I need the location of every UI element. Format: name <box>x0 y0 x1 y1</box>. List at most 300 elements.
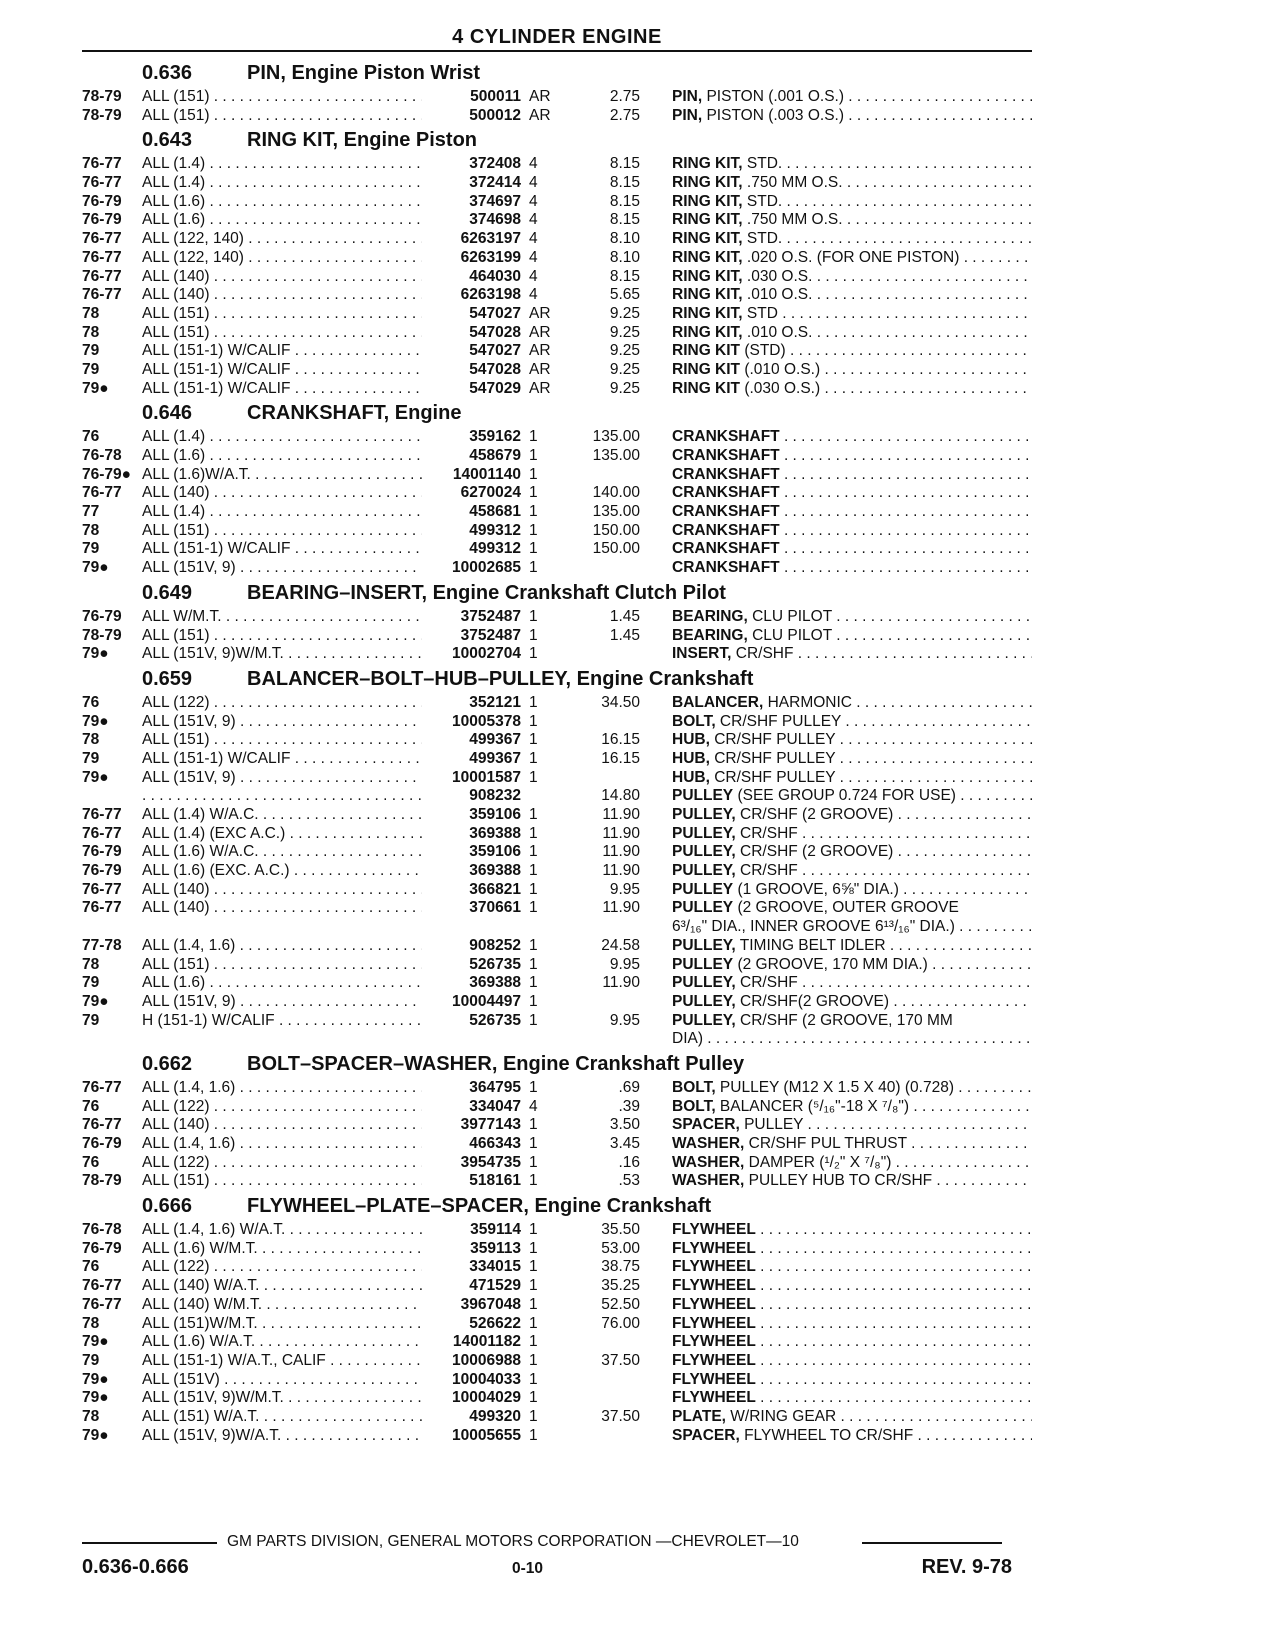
section-group-number: 0.649 <box>142 581 193 604</box>
list-price: 16.15 <box>601 749 640 767</box>
part-description-detail: CR/SHF (2 GROOVE, 170 MM <box>735 1011 953 1029</box>
quantity: 1 <box>529 1172 538 1190</box>
part-row <box>82 380 1032 399</box>
application: ALL (140) . . . <box>142 881 497 900</box>
model-years: 79● <box>82 712 109 730</box>
part-description-name: RING KIT, <box>672 155 743 173</box>
part-number: 334047 <box>422 1098 521 1117</box>
quantity: 1 <box>529 1078 538 1096</box>
part-row <box>82 88 1032 107</box>
part-description-name: CRANKSHAFT <box>672 559 780 577</box>
section-title-part: CRANKSHAFT, <box>247 402 390 425</box>
model-years: 79● <box>82 992 109 1010</box>
model-years: 78 <box>82 304 100 322</box>
part-description-detail: CR/SHF PULLEY <box>709 768 836 786</box>
header-rule <box>82 50 1032 52</box>
part-number: 6263199 <box>422 249 521 268</box>
model-years: 76-77 <box>82 1116 122 1134</box>
model-years: 76-77 <box>82 155 122 173</box>
part-description-name: PULLEY, <box>672 974 736 992</box>
list-price: 2.75 <box>609 106 640 124</box>
application: ALL (151V, 9) . . . <box>142 993 497 1012</box>
part-description-name: PULLEY, <box>672 862 736 880</box>
page-header-title: 4 CYLINDER ENGINE <box>452 26 662 48</box>
model-years: 76-79● <box>82 465 132 483</box>
part-description-name: RING KIT, <box>672 304 743 322</box>
model-years: 76-78 <box>82 1221 122 1239</box>
part-description <box>672 645 1032 664</box>
model-years: 78 <box>82 323 100 341</box>
application: ALL (1.4) . . . <box>142 428 497 447</box>
part-description-detail: .010 O.S. <box>742 286 813 304</box>
part-description <box>672 974 1032 993</box>
part-description-detail: CR/SHF (2 GROOVE) <box>735 843 894 861</box>
application: ALL (1.4, 1.6) W/A.T. . . . <box>142 1221 497 1240</box>
part-row <box>82 1012 1032 1049</box>
part-row <box>82 627 1032 646</box>
part-description-name: FLYWHEEL <box>672 1221 756 1239</box>
application: ALL (151V, 9) . . . <box>142 713 497 732</box>
list-price: 8.15 <box>609 155 640 173</box>
section-title <box>247 1191 711 1221</box>
application: ALL (1.6) . . . <box>142 447 497 466</box>
quantity: 1 <box>529 974 538 992</box>
list-price: 150.00 <box>592 521 640 539</box>
part-number: 372414 <box>422 174 521 193</box>
model-years: 79 <box>82 540 100 558</box>
part-number: 366821 <box>422 881 521 900</box>
model-years: 76 <box>82 1097 100 1115</box>
part-number: 547028 <box>422 324 521 343</box>
quantity: 1 <box>529 806 538 823</box>
application: ALL (1.6) W/A.C. . . . <box>142 843 497 862</box>
application: ALL (1.4, 1.6) . . . <box>142 1079 497 1098</box>
quantity: 1 <box>529 1333 538 1351</box>
model-years: 76-77 <box>82 806 122 823</box>
part-description-name: FLYWHEEL <box>672 1333 756 1351</box>
part-description-name: FLYWHEEL <box>672 1370 756 1388</box>
quantity: 1 <box>529 1116 538 1134</box>
model-years: 79● <box>82 1389 109 1407</box>
part-description <box>672 268 1032 287</box>
model-years: 76-79 <box>82 607 122 625</box>
part-description-name: FLYWHEEL <box>672 1239 756 1257</box>
parts-catalog-page <box>82 24 1032 1445</box>
part-row <box>82 324 1032 343</box>
part-row <box>82 1277 1032 1296</box>
section-heading <box>82 125 1032 155</box>
part-row <box>82 713 1032 732</box>
list-price: 8.15 <box>609 267 640 285</box>
part-row <box>82 193 1032 212</box>
list-price: 14.80 <box>601 787 640 805</box>
model-years: 79 <box>82 974 100 992</box>
part-row <box>82 1172 1032 1191</box>
quantity: 1 <box>529 1407 538 1425</box>
part-description-detail: HARMONIC <box>763 693 852 711</box>
list-price: 9.95 <box>609 1011 640 1029</box>
part-description <box>672 1172 1032 1191</box>
part-description-name: FLYWHEEL <box>672 1277 756 1295</box>
application: ALL (122, 140) . . . <box>142 230 497 249</box>
application: ALL (1.6) W/A.T. . . . <box>142 1333 497 1352</box>
part-number: 6263197 <box>422 230 521 249</box>
part-description-name: RING KIT <box>672 360 741 378</box>
model-years: 76-77 <box>82 267 122 285</box>
part-number: 458681 <box>422 503 521 522</box>
quantity: 1 <box>529 862 538 880</box>
part-description-name: BOLT, <box>672 1078 716 1096</box>
section-title-part: BALANCER–BOLT–HUB–PULLEY, <box>247 667 572 690</box>
model-years: 79● <box>82 559 109 577</box>
list-price: 9.95 <box>609 955 640 973</box>
list-price: 8.10 <box>609 248 640 266</box>
part-number: 352121 <box>422 694 521 713</box>
part-number: 499320 <box>422 1408 521 1427</box>
model-years: 78-79 <box>82 1172 122 1190</box>
part-description-name: PULLEY, <box>672 806 736 823</box>
part-number: 464030 <box>422 268 521 287</box>
model-years: 78 <box>82 1407 100 1425</box>
part-description <box>672 769 1032 788</box>
list-price: 53.00 <box>601 1239 640 1257</box>
part-description-name: PULLEY, <box>672 824 736 842</box>
part-description <box>672 1258 1032 1277</box>
part-number: 359162 <box>422 428 521 447</box>
part-row <box>82 522 1032 541</box>
application: ALL (1.6) . . . <box>142 974 497 993</box>
part-description <box>672 1277 1032 1296</box>
model-years: 76 <box>82 1153 100 1171</box>
part-row <box>82 559 1032 578</box>
part-description-name: FLYWHEEL <box>672 1351 756 1369</box>
application: ALL (1.4) . . . <box>142 503 497 522</box>
quantity: 1 <box>529 955 538 973</box>
part-description-detail: (SEE GROUP 0.724 FOR USE) <box>733 787 956 805</box>
part-number: 10002704 <box>422 645 521 664</box>
part-row <box>82 361 1032 380</box>
part-number: 499312 <box>422 522 521 541</box>
part-description-name: PULLEY, <box>672 1011 736 1029</box>
section-group-number: 0.662 <box>142 1052 193 1075</box>
list-price: 9.95 <box>609 880 640 898</box>
part-row <box>82 881 1032 900</box>
list-price: 1.45 <box>609 626 640 644</box>
quantity: 1 <box>529 607 538 625</box>
application: ALL (122) . . . <box>142 1098 497 1117</box>
part-number: 10004497 <box>422 993 521 1012</box>
part-description <box>672 1389 1032 1408</box>
model-years: 78-79 <box>82 626 122 644</box>
part-row <box>82 750 1032 769</box>
part-description-detail: CR/SHF <box>735 862 798 880</box>
list-price: 8.15 <box>609 211 640 229</box>
part-row <box>82 862 1032 881</box>
model-years: 79 <box>82 749 100 767</box>
part-description-name: PIN, <box>672 106 703 124</box>
part-description <box>672 174 1032 193</box>
part-description <box>672 750 1032 769</box>
part-row <box>82 825 1032 844</box>
part-row <box>82 1352 1032 1371</box>
model-years: 78 <box>82 1314 100 1332</box>
footer-publisher: GM PARTS DIVISION, GENERAL MOTORS CORPORATION —CHEVROLET—10 <box>227 1533 799 1550</box>
model-years: 76-77 <box>82 1295 122 1313</box>
application: ALL (1.6) W/M.T. . . . <box>142 1240 497 1259</box>
list-price: 76.00 <box>601 1314 640 1332</box>
part-description <box>672 503 1032 522</box>
part-number: 3752487 <box>422 627 521 646</box>
application: ALL (1.4) W/A.C. . . . <box>142 806 497 825</box>
part-description-name: RING KIT <box>672 342 741 360</box>
part-description-detail: CR/SHF <box>731 645 794 663</box>
part-row <box>82 694 1032 713</box>
part-description-detail: (.030 O.S.) <box>740 379 821 397</box>
part-description <box>672 825 1032 844</box>
application: ALL (1.6) . . . <box>142 211 497 230</box>
part-description-name: CRANKSHAFT <box>672 465 780 483</box>
section-title-desc: Engine Crankshaft Clutch Pilot <box>427 581 726 604</box>
model-years: 76 <box>82 693 100 711</box>
model-years: 76-78 <box>82 447 122 464</box>
part-number: 372408 <box>422 155 521 174</box>
part-description-detail: (2 GROOVE, OUTER GROOVE <box>733 899 959 917</box>
part-row <box>82 155 1032 174</box>
part-number: 908252 <box>422 937 521 956</box>
quantity: 1 <box>529 712 538 730</box>
quantity: 1 <box>529 843 538 861</box>
part-description-name: CRANKSHAFT <box>672 540 780 558</box>
quantity: AR <box>529 323 551 341</box>
section-heading <box>82 664 1032 694</box>
part-row <box>82 1116 1032 1135</box>
part-description <box>672 447 1032 466</box>
quantity: 1 <box>529 447 538 464</box>
application: ALL (151-1) W/CALIF . . . <box>142 361 497 380</box>
quantity: 1 <box>529 880 538 898</box>
part-number: 526735 <box>422 1012 521 1031</box>
part-description-detail: PISTON (.001 O.S.) <box>702 88 844 105</box>
part-row <box>82 268 1032 287</box>
section-title <box>247 578 726 608</box>
part-description <box>672 862 1032 881</box>
footer-rule-left <box>82 1542 217 1544</box>
part-number: 10006988 <box>422 1352 521 1371</box>
section-title <box>247 125 477 155</box>
application: ALL (1.6) (EXC. A.C.) . . . <box>142 862 497 881</box>
part-description <box>672 1221 1032 1240</box>
model-years: 78 <box>82 521 100 539</box>
part-description-detail: PULLEY (M12 X 1.5 X 40) (0.728) <box>715 1078 954 1096</box>
part-row <box>82 974 1032 993</box>
part-number: 500012 <box>422 107 521 126</box>
application: ALL (140) . . . <box>142 1116 497 1135</box>
part-row <box>82 1371 1032 1390</box>
part-number: 499367 <box>422 750 521 769</box>
application: ALL (122) . . . <box>142 694 497 713</box>
quantity: 1 <box>529 693 538 711</box>
part-description <box>672 249 1032 268</box>
list-price: 135.00 <box>592 503 640 521</box>
part-number: 466343 <box>422 1135 521 1154</box>
application: ALL (151) . . . <box>142 305 497 324</box>
application: ALL (151) . . . <box>142 1172 497 1191</box>
model-years: 76-77 <box>82 899 122 917</box>
quantity: 4 <box>529 211 538 229</box>
part-description-detail: CLU PILOT <box>747 626 832 644</box>
part-description-detail: CLU PILOT <box>747 607 832 625</box>
model-years: 76-79 <box>82 192 122 210</box>
quantity: 4 <box>529 1097 538 1115</box>
list-price: 8.15 <box>609 192 640 210</box>
part-description <box>672 1408 1032 1427</box>
part-description <box>672 1098 1032 1117</box>
quantity: AR <box>529 106 551 124</box>
application: ALL (151)W/M.T. . . . <box>142 1315 497 1334</box>
part-description-detail: FLYWHEEL TO CR/SHF <box>739 1426 914 1444</box>
part-number: 3954735 <box>422 1154 521 1173</box>
part-description <box>672 305 1032 324</box>
model-years: 78-79 <box>82 88 122 105</box>
part-description <box>672 1079 1032 1098</box>
section-title <box>247 664 753 694</box>
part-description <box>672 380 1032 399</box>
quantity: 1 <box>529 503 538 521</box>
part-description-name: CRANKSHAFT <box>672 447 780 464</box>
part-description <box>672 466 1032 485</box>
part-number: 547028 <box>422 361 521 380</box>
part-description-detail: PISTON (.003 O.S.) <box>702 106 844 124</box>
part-description-detail: (STD) <box>740 342 786 360</box>
part-row <box>82 806 1032 825</box>
application: ALL (151V, 9)W/A.T. . . . <box>142 1427 497 1446</box>
list-price: 5.65 <box>609 286 640 304</box>
model-years: 78 <box>82 955 100 973</box>
section-heading <box>82 1191 1032 1221</box>
application: ALL (1.4, 1.6) . . . <box>142 1135 497 1154</box>
part-description-name: PLATE, <box>672 1407 726 1425</box>
part-description-detail: (.010 O.S.) <box>740 360 821 378</box>
footer-rule-right <box>862 1542 1002 1544</box>
part-description <box>672 937 1032 956</box>
part-description-detail: STD <box>742 304 778 322</box>
part-description-name: RING KIT, <box>672 267 743 285</box>
part-row <box>82 937 1032 956</box>
list-price: 38.75 <box>601 1258 640 1276</box>
part-number: 364795 <box>422 1079 521 1098</box>
part-row <box>82 174 1032 193</box>
model-years: 79 <box>82 1011 100 1029</box>
model-years: 76-79 <box>82 862 122 880</box>
part-row <box>82 342 1032 361</box>
part-number: 526622 <box>422 1315 521 1334</box>
list-price: 9.25 <box>609 323 640 341</box>
part-description-detail: W/RING GEAR <box>725 1407 837 1425</box>
quantity: 1 <box>529 1314 538 1332</box>
application: ALL (151) . . . <box>142 324 497 343</box>
list-price: 135.00 <box>592 428 640 446</box>
part-number: 458679 <box>422 447 521 466</box>
part-description-name: BEARING, <box>672 626 748 644</box>
application: ALL (140) W/M.T. . . . <box>142 1296 497 1315</box>
list-price: .69 <box>618 1078 640 1096</box>
application: H (151-1) W/CALIF . . . <box>142 1012 497 1031</box>
model-years: 79● <box>82 1333 109 1351</box>
part-row <box>82 843 1032 862</box>
model-years: 76-79 <box>82 843 122 861</box>
application: ALL (122) . . . <box>142 1154 497 1173</box>
part-description <box>672 559 1032 578</box>
model-years: 77 <box>82 503 100 521</box>
part-description-name: CRANKSHAFT <box>672 503 780 521</box>
list-price: 140.00 <box>592 484 640 502</box>
part-description-name: PIN, <box>672 88 703 105</box>
quantity: 4 <box>529 248 538 266</box>
model-years: 76-77 <box>82 1078 122 1096</box>
list-price: 8.15 <box>609 174 640 192</box>
part-description-name: PULLEY <box>672 787 734 805</box>
part-row <box>82 731 1032 750</box>
list-price: 11.90 <box>602 862 640 880</box>
part-number: 10001587 <box>422 769 521 788</box>
quantity: AR <box>529 360 551 378</box>
part-description <box>672 1352 1032 1371</box>
part-number: 908232 <box>422 787 521 806</box>
part-row <box>82 286 1032 305</box>
part-number: 471529 <box>422 1277 521 1296</box>
application: ALL (151-1) W/A.T., CALIF . . . <box>142 1352 497 1371</box>
part-description <box>672 1240 1032 1259</box>
part-number: 334015 <box>422 1258 521 1277</box>
quantity: AR <box>529 342 551 360</box>
section-group-number: 0.659 <box>142 667 193 690</box>
model-years: 76-77 <box>82 286 122 304</box>
part-description-name: RING KIT, <box>672 286 743 304</box>
list-price: 37.50 <box>601 1351 640 1369</box>
model-years: 76-79 <box>82 1239 122 1257</box>
footer-page-number: 0-10 <box>512 1560 544 1577</box>
part-number: 359106 <box>422 806 521 825</box>
part-description <box>672 627 1032 646</box>
part-description-name: RING KIT, <box>672 230 743 248</box>
list-price: 3.45 <box>609 1135 640 1153</box>
part-description-name: FLYWHEEL <box>672 1295 756 1313</box>
part-description-name: PULLEY, <box>672 992 736 1010</box>
part-number: 369388 <box>422 974 521 993</box>
list-price: 52.50 <box>601 1295 640 1313</box>
list-price: 9.25 <box>609 379 640 397</box>
part-description-continued: DIA) . . . <box>672 1030 1032 1049</box>
model-years: 78 <box>82 731 100 749</box>
quantity: 1 <box>529 559 538 577</box>
part-description <box>672 1315 1032 1334</box>
model-years: 76-77 <box>82 248 122 266</box>
part-row <box>82 993 1032 1012</box>
application: ALL (151V, 9) . . . <box>142 559 497 578</box>
part-description-detail: CR/SHF PUL THRUST <box>744 1135 907 1153</box>
part-row <box>82 1258 1032 1277</box>
application: ALL (151-1) W/CALIF . . . <box>142 380 497 399</box>
quantity: 1 <box>529 1258 538 1276</box>
quantity: 1 <box>529 1221 538 1239</box>
quantity: 1 <box>529 824 538 842</box>
quantity: 1 <box>529 1277 538 1295</box>
model-years: 79● <box>82 1370 109 1388</box>
part-description-name: PULLEY, <box>672 936 736 954</box>
application: ALL (1.4, 1.6) . . . <box>142 937 497 956</box>
page-footer <box>82 1532 1032 1622</box>
application: ALL (140) W/A.T. . . . <box>142 1277 497 1296</box>
